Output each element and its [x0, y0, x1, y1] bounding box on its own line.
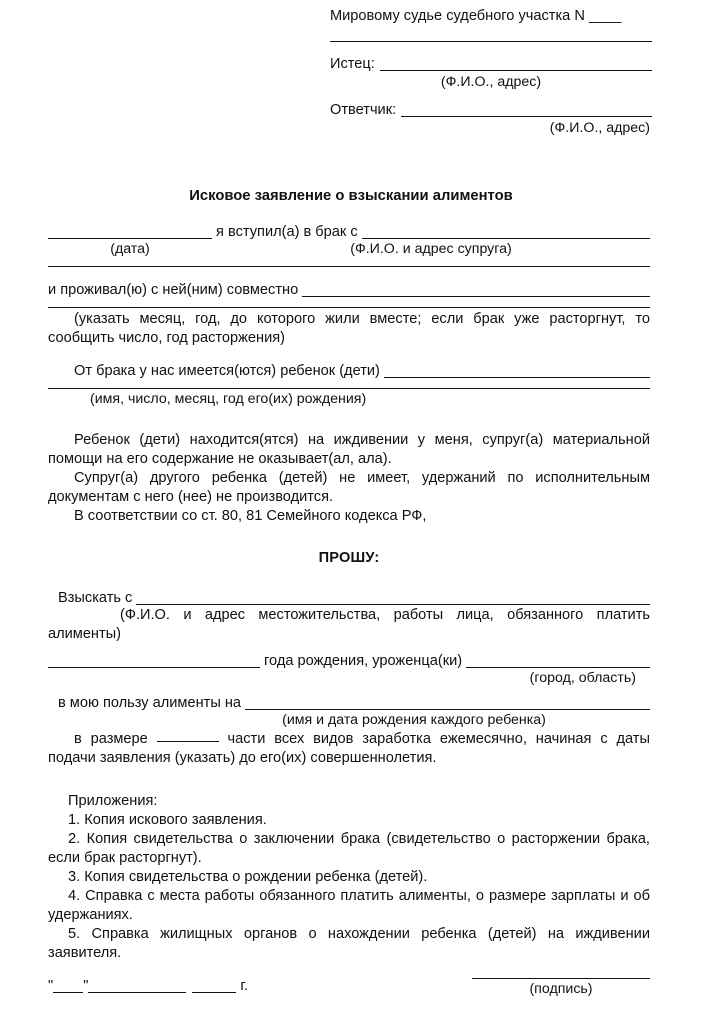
- defendant-caption: (Ф.И.О., адрес): [549, 120, 650, 136]
- children-overflow-blank[interactable]: [48, 388, 650, 389]
- addressee-header: [330, 8, 652, 136]
- recover-label: Взыскать с: [58, 589, 137, 606]
- amount-suffix: части всех видов заработка ежемесячно, начиная с даты подачи заявления (указать) до его(их) совершеннолетия.: [48, 730, 650, 766]
- date-quote-close: ": [83, 978, 89, 994]
- signature-blank[interactable]: [472, 978, 650, 979]
- marriage-date-caption: (дата): [110, 241, 150, 257]
- birth-year-text: года рождения, уроженца(ки): [260, 652, 467, 669]
- cohabitation-row: [48, 282, 650, 298]
- children-text: От брака у нас имеется(ются) ребенок (дети): [74, 362, 384, 379]
- list-item: 3. Копия свидетельства о рождении ребенка (детей).: [68, 868, 428, 885]
- date-year-blank[interactable]: [192, 978, 236, 993]
- cohabitation-text: и проживал(ю) с ней(ним) совместно: [48, 282, 303, 298]
- amount-blank[interactable]: [157, 728, 219, 742]
- cohabitation-blank[interactable]: [302, 282, 650, 297]
- signature-block: [472, 978, 650, 997]
- defendant-label: Ответчик:: [330, 102, 397, 118]
- date-quote-open: ": [48, 978, 54, 994]
- defendant-row: [330, 102, 652, 118]
- spouse-caption: (Ф.И.О. и адрес супруга): [350, 241, 512, 257]
- amount-paragraph: [48, 728, 650, 768]
- page-title: Исковое заявление о взыскании алиментов: [189, 188, 513, 204]
- list-item: 4. Справка с места работы обязанного платить алименты, о размере зарплаты и об удержаниях.: [48, 887, 650, 923]
- birth-place-caption: (город, область): [529, 669, 636, 686]
- birth-row: [48, 653, 650, 669]
- statement-dependency: Ребенок (дети) находится(ятся) на иждивении у меня, супруг(а) материальной помощи на его содержание не оказывает(ал, ала).: [48, 431, 650, 467]
- date-month-blank[interactable]: [88, 978, 186, 993]
- spouse-name-blank[interactable]: [362, 224, 650, 239]
- in-favor-caption: (имя и дата рождения каждого ребенка): [282, 711, 546, 728]
- spacer: [48, 407, 650, 431]
- spacer: [48, 768, 650, 792]
- cohabitation-caption: (указать месяц, год, до которого жили вместе; если брак уже расторгнут, то сообщить число, год расторжения): [48, 311, 650, 346]
- request-heading: ПРОШУ:: [318, 549, 380, 566]
- list-item: 5. Справка жилищных органов о нахождении ребенка (детей) на иждивении заявителя.: [48, 925, 650, 961]
- date-day-blank[interactable]: [53, 978, 83, 993]
- children-caption: (имя, число, месяц, год его(их) рождения): [90, 390, 367, 407]
- document-body: [48, 224, 650, 963]
- spacer: [330, 42, 652, 56]
- plaintiff-label: Истец:: [330, 56, 375, 72]
- spacer: [48, 379, 650, 388]
- court-address-line: Мировому судье судебного участка N ____: [330, 8, 622, 24]
- in-favor-children-blank[interactable]: [245, 695, 650, 710]
- spacer: [48, 644, 650, 653]
- spacer: [48, 257, 650, 266]
- list-item: 1. Копия искового заявления.: [68, 811, 267, 828]
- marriage-text: я вступил(а) в брак с: [212, 224, 362, 240]
- spacer: [48, 566, 650, 590]
- statement-legal-basis: В соответствии со ст. 80, 81 Семейного кодекса РФ,: [74, 507, 427, 524]
- in-favor-text: в мою пользу алименты на: [58, 694, 246, 711]
- birth-place-blank[interactable]: [466, 653, 650, 668]
- defendant-blank[interactable]: [401, 102, 652, 117]
- children-row: [48, 363, 650, 379]
- recover-caption: (Ф.И.О. и адрес местожительства, работы лица, обязанного платить алименты): [48, 606, 650, 642]
- plaintiff-row: [330, 56, 652, 72]
- amount-prefix: в размере: [74, 730, 157, 747]
- date-line: [48, 978, 248, 994]
- plaintiff-blank[interactable]: [380, 56, 652, 71]
- spacer: [330, 90, 652, 102]
- spacer: [48, 348, 650, 363]
- marriage-captions-row: [48, 241, 650, 257]
- signature-footer: [48, 978, 650, 997]
- spacer: [48, 526, 650, 550]
- spacer: [48, 298, 650, 307]
- plaintiff-caption: (Ф.И.О., адрес): [440, 74, 542, 90]
- recover-row: [48, 590, 650, 606]
- marriage-date-blank[interactable]: [48, 224, 212, 239]
- birth-year-blank[interactable]: [48, 653, 260, 668]
- spacer: [48, 267, 650, 282]
- signature-caption: (подпись): [529, 981, 593, 997]
- date-year-suffix: г.: [236, 978, 249, 994]
- statement-other-children: Супруг(а) другого ребенка (детей) не имеет, удержаний по исполнительным документам с него (нее) не производится.: [48, 469, 650, 505]
- cohabitation-overflow-blank[interactable]: [48, 307, 650, 308]
- spacer: [48, 686, 650, 695]
- marriage-row: [48, 224, 650, 240]
- attachments-heading: Приложения:: [68, 792, 158, 809]
- recover-person-blank[interactable]: [136, 590, 650, 605]
- list-item: 2. Копия свидетельства о заключении брака (свидетельство о расторжении брака, если брак расторгнут).: [48, 830, 650, 866]
- children-blank[interactable]: [384, 363, 650, 378]
- in-favor-row: [48, 695, 650, 711]
- attachments-list: [48, 792, 650, 963]
